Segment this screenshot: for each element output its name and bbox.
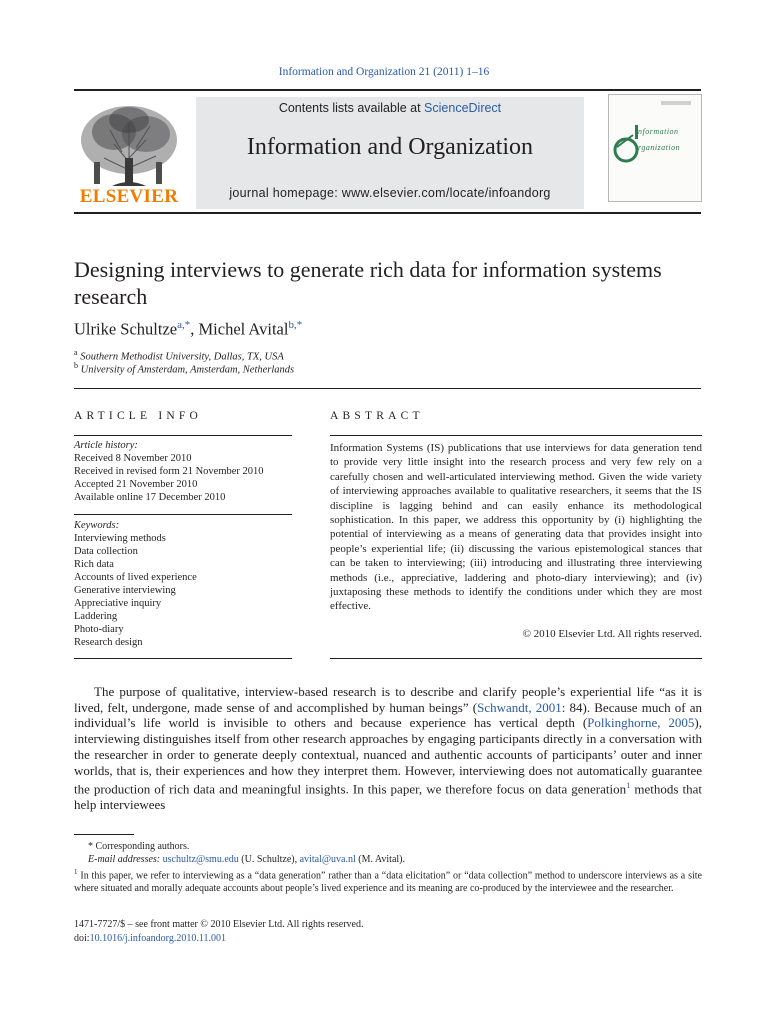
body-text-segment: ), interviewing distinguishes itself from other research approaches by engaging participants directly in a conversation with the researcher in order to generate deeply contextual, nuanced and authentic accounts of participants’ outer and inner worlds, that is, their experiences and how they interpret them. However, interviewing does not automatically guarantee the production of rich data and meaningful insights. In this paper, we therefore focus on data generation: [74, 715, 702, 797]
author-name: Ulrike Schultze: [74, 319, 178, 339]
body-text-segment: The purpose of qualitative, interview-based research is to describe and clarify people’s experiential life “as it is lived, felt, undergone, made sense of and accomplished by human beings” (: [74, 684, 702, 715]
contents-line: [196, 101, 584, 115]
email-owner: (U. Schultze),: [238, 854, 300, 865]
email-addresses: [74, 853, 716, 866]
keywords-rule: [74, 514, 292, 515]
footnote-number: 1: [74, 868, 78, 876]
keyword: Photo-diary: [74, 624, 124, 635]
history-line: Received 8 November 2010: [74, 453, 192, 464]
citation-link[interactable]: Polkinghorne, 2005: [587, 715, 695, 731]
issn-line: 1471-7727/$ – see front matter © 2010 Elsevier Ltd. All rights reserved.: [74, 919, 364, 930]
affiliation-text: Southern Methodist University, Dallas, TX, USA: [80, 351, 284, 363]
abstract-heading: ABSTRACT: [330, 410, 424, 422]
journal-reference[interactable]: Information and Organization 21 (2011) 1–16: [278, 66, 490, 78]
abstract-bottom-rule: [330, 658, 702, 659]
email-label: E-mail addresses:: [88, 854, 163, 865]
footnote-mark[interactable]: 1: [626, 780, 631, 791]
email-link[interactable]: uschultz@smu.edu: [162, 854, 239, 865]
abstract-rule: [330, 435, 702, 436]
history-line: Received in revised form 21 November 2010: [74, 466, 264, 477]
author-separator: ,: [190, 319, 199, 339]
email-owner: (M. Avital).: [355, 854, 406, 865]
author-affil-mark[interactable]: b,*: [288, 319, 303, 331]
keyword: Interviewing methods: [74, 533, 166, 544]
keyword: Laddering: [74, 611, 118, 622]
author-affil-mark[interactable]: a,*: [177, 319, 191, 331]
contents-prefix: Contents lists available at: [278, 101, 425, 115]
article-info-bottom-rule: [74, 658, 292, 659]
header-bottom-rule: [74, 212, 701, 214]
doi-link[interactable]: 10.1016/j.infoandorg.2010.11.001: [89, 933, 226, 944]
doi-line: [74, 933, 226, 944]
affiliation-b: [74, 361, 294, 376]
cover-line-1: nformation: [638, 127, 679, 136]
abstract-text: Information Systems (IS) publications that use interviews for data generation tend to provide very little insight into the research process and very few rely on a carefully chosen and well-articulated interviewing method. Given the wide variety of interviewing approaches available to qualitative researchers, it seems that the IS discipline is lagging behind and can easily enhance its methodological sophistication. In this paper, we address this opportunity by (i) highlighting the potential of interviewing as a means of generating data that provides insight into people’s experiential life; (ii) discussing the various epistemological stances that can be taken to interviewing; (iii) introducing and illustrating three interviewing methods (i.e., appreciative, laddering and photo-diary interviewing); and (iv) juxtaposing these methods to identify the conditions under which they are most effective.: [330, 442, 702, 613]
journal-title: Information and Organization: [246, 134, 534, 160]
doi-label: doi:: [74, 933, 90, 944]
section-divider: [74, 388, 701, 389]
footnote-text: In this paper, we refer to interviewing as a “data generation” rather than a “data elicitation” or “data collection” method to underscore interviews as a site where situated and morally adequate accounts about people’s lived experience and its meaning are co-produced by the interviewee and the researcher.: [74, 870, 702, 895]
footnote-1: [74, 866, 702, 895]
corresponding-authors-note: * Corresponding authors.: [88, 841, 190, 852]
keyword: Research design: [74, 637, 143, 648]
article-info-heading: ARTICLE INFO: [74, 410, 202, 422]
history-line: Accepted 21 November 2010: [74, 479, 198, 490]
author-line: [74, 319, 302, 340]
keywords-label: Keywords:: [74, 520, 120, 531]
history-line: Available online 17 December 2010: [74, 492, 226, 503]
author-name: Michel Avital: [198, 319, 289, 339]
sciencedirect-link[interactable]: ScienceDirect: [424, 101, 502, 115]
article-title: Designing interviews to generate rich data for information systems research: [74, 257, 662, 309]
keyword: Generative interviewing: [74, 585, 176, 596]
elsevier-wordmark: ELSEVIER: [79, 186, 179, 207]
citation-link[interactable]: Schwandt, 2001: [477, 699, 562, 715]
body-paragraph: [74, 684, 702, 813]
keyword: Accounts of lived experience: [74, 572, 197, 583]
journal-cover-thumbnail: [608, 94, 702, 202]
affiliation-mark: b: [74, 361, 78, 370]
affiliation-mark: a: [74, 348, 78, 357]
body-text-segment: : 84). Because much of an individual’s life world is invisible to others and because experience has vertical depth (: [74, 699, 702, 731]
cover-line-2: rganization: [638, 143, 681, 152]
article-history-label: Article history:: [74, 440, 138, 451]
body-text-segment: methods that help interviewees: [74, 781, 702, 813]
footnote-rule: [74, 834, 134, 835]
keyword: Rich data: [74, 559, 114, 570]
keyword: Data collection: [74, 546, 138, 557]
abstract-copyright: © 2010 Elsevier Ltd. All rights reserved.: [522, 628, 702, 640]
affiliation-text: University of Amsterdam, Amsterdam, Netherlands: [80, 364, 295, 376]
email-link[interactable]: avital@uva.nl: [299, 854, 356, 865]
journal-homepage[interactable]: journal homepage: www.elsevier.com/locate/infoandorg: [229, 186, 551, 200]
article-info-rule: [74, 435, 292, 436]
keyword: Appreciative inquiry: [74, 598, 162, 609]
header-top-rule: [74, 89, 701, 91]
